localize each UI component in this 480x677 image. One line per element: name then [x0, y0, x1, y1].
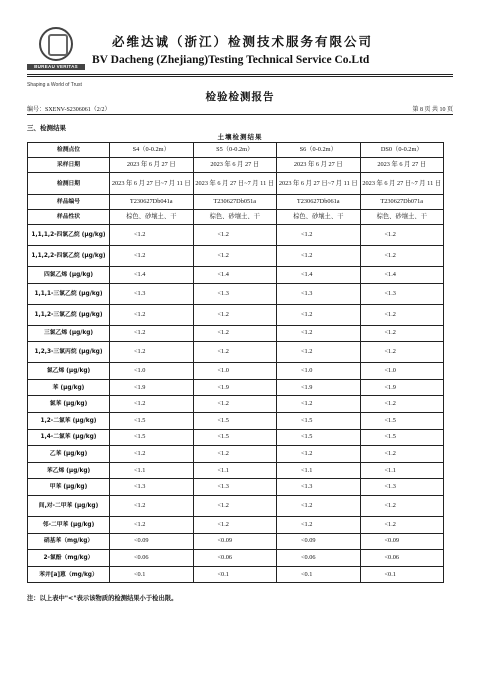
- result-cell: <1.2: [193, 246, 277, 267]
- analyte-label: 1,2,3-三氯丙烷 (μg/kg): [28, 342, 110, 363]
- result-cell: <1.0: [110, 363, 194, 380]
- result-cell: <1.3: [193, 283, 277, 304]
- table-row: [28, 225, 444, 246]
- result-cell: <1.2: [193, 342, 277, 363]
- result-cell: <1.2: [277, 304, 361, 325]
- result-cell: <0.09: [277, 533, 361, 550]
- analyte-label: 2-氯酚（mg/kg）: [28, 550, 110, 567]
- result-cell: <0.09: [193, 533, 277, 550]
- analyte-label: 氯苯 (μg/kg): [28, 396, 110, 413]
- table-row: [28, 267, 444, 284]
- analyte-label: 1,1,1,2-四氯乙烷 (μg/kg): [28, 225, 110, 246]
- result-cell: <1.4: [193, 267, 277, 284]
- header-divider: [27, 74, 453, 75]
- analyte-label: 1,2-二氯苯 (μg/kg): [28, 412, 110, 429]
- header-cell: S5（0-0.2m）: [193, 143, 277, 158]
- header-row: [28, 210, 444, 225]
- result-cell: <0.06: [277, 550, 361, 567]
- result-cell: <1.2: [110, 325, 194, 342]
- logo-band: BUREAU VERITAS: [27, 64, 85, 70]
- table-row: [28, 495, 444, 516]
- header-cell: T230627Db061a: [277, 195, 361, 210]
- result-cell: <1.2: [360, 495, 444, 516]
- result-cell: <1.3: [110, 479, 194, 496]
- result-cell: <1.5: [360, 429, 444, 446]
- result-cell: <1.2: [110, 495, 194, 516]
- result-cell: <1.2: [360, 396, 444, 413]
- result-cell: <1.2: [277, 246, 361, 267]
- result-cell: <0.1: [360, 566, 444, 583]
- result-cell: <1.3: [110, 283, 194, 304]
- report-number: 编号：SXENV-S2306061（2/2）: [27, 107, 111, 113]
- footnote: 注：以上表中"<"表示该物质的检测结果小于检出限。: [27, 595, 178, 602]
- result-cell: <1.5: [193, 429, 277, 446]
- header-cell: 2023 年 6 月 27 日: [193, 158, 277, 173]
- table-row: [28, 363, 444, 380]
- header-row: [28, 143, 444, 158]
- result-cell: <1.2: [110, 304, 194, 325]
- page-number: 第 8 页 共 10 页: [412, 107, 453, 113]
- result-cell: <1.1: [360, 462, 444, 479]
- table-row: [28, 304, 444, 325]
- table-row: [28, 566, 444, 583]
- analyte-label: 1,1,2,2-四氯乙烷 (μg/kg): [28, 246, 110, 267]
- header-cell: T230627Db041a: [110, 195, 194, 210]
- result-cell: <1.3: [277, 283, 361, 304]
- bureau-veritas-logo: [27, 27, 85, 70]
- analyte-label: 乙苯 (μg/kg): [28, 446, 110, 463]
- logo-tagline: Shaping a World of Trust: [27, 82, 82, 88]
- result-cell: <1.9: [277, 379, 361, 396]
- result-cell: <1.2: [360, 246, 444, 267]
- company-name-cn: 必维达诚（浙江）检测技术服务有限公司: [112, 34, 374, 49]
- title-divider: [27, 114, 453, 115]
- header-divider-thin: [27, 76, 453, 77]
- header-cell: 2023 年 6 月 27 日: [360, 158, 444, 173]
- analyte-label: 苯 (μg/kg): [28, 379, 110, 396]
- header-row: [28, 158, 444, 173]
- result-cell: <1.2: [360, 516, 444, 533]
- table-row: [28, 325, 444, 342]
- result-cell: <1.5: [193, 412, 277, 429]
- header-cell: S6（0-0.2m）: [277, 143, 361, 158]
- table-row: [28, 342, 444, 363]
- header-cell: DS0（0-0.2m）: [360, 143, 444, 158]
- result-cell: <0.1: [277, 566, 361, 583]
- table-row: [28, 429, 444, 446]
- analyte-label: 间,对-二甲苯 (μg/kg): [28, 495, 110, 516]
- table-row: [28, 246, 444, 267]
- result-cell: <0.06: [193, 550, 277, 567]
- analyte-label: 苯并[a]蒽（mg/kg）: [28, 566, 110, 583]
- header-cell: 2023 年 6 月 27 日: [110, 158, 194, 173]
- analyte-label: 三氯乙烯 (μg/kg): [28, 325, 110, 342]
- result-cell: <1.2: [110, 342, 194, 363]
- result-cell: <1.2: [193, 495, 277, 516]
- result-cell: <0.1: [110, 566, 194, 583]
- result-cell: <0.09: [110, 533, 194, 550]
- result-cell: <1.2: [277, 446, 361, 463]
- company-name-en: BV Dacheng (Zhejiang)Testing Technical Service Co.Ltd: [92, 54, 370, 66]
- result-cell: <1.2: [277, 396, 361, 413]
- result-cell: <0.1: [193, 566, 277, 583]
- header-cell: 2023 年 6 月 27 日~7 月 11 日: [110, 173, 194, 195]
- header-cell: S4（0-0.2m）: [110, 143, 194, 158]
- result-cell: <0.06: [360, 550, 444, 567]
- result-cell: <1.0: [277, 363, 361, 380]
- result-cell: <1.2: [360, 225, 444, 246]
- result-cell: <1.3: [360, 283, 444, 304]
- header-cell: 棕色、砂壤土、干: [360, 210, 444, 225]
- result-cell: <1.5: [360, 412, 444, 429]
- analyte-label: 1,1,2-三氯乙烷 (μg/kg): [28, 304, 110, 325]
- result-cell: <1.2: [193, 304, 277, 325]
- result-cell: <1.9: [110, 379, 194, 396]
- header-cell: 2023 年 6 月 27 日: [277, 158, 361, 173]
- result-cell: <1.2: [277, 342, 361, 363]
- row-label: 采样日期: [28, 158, 110, 173]
- result-cell: <1.0: [360, 363, 444, 380]
- row-label: 检测点位: [28, 143, 110, 158]
- result-cell: <1.5: [277, 412, 361, 429]
- analyte-label: 1,1,1-三氯乙烷 (μg/kg): [28, 283, 110, 304]
- table-row: [28, 479, 444, 496]
- result-cell: <1.5: [110, 412, 194, 429]
- header-row: [28, 173, 444, 195]
- analyte-label: 甲苯 (μg/kg): [28, 479, 110, 496]
- result-cell: <1.9: [193, 379, 277, 396]
- header-cell: 棕色、砂壤土、干: [110, 210, 194, 225]
- result-cell: <1.2: [193, 225, 277, 246]
- header-cell: T230627Db051a: [193, 195, 277, 210]
- result-cell: <1.2: [193, 516, 277, 533]
- table-row: [28, 412, 444, 429]
- table-row: [28, 379, 444, 396]
- analyte-label: 氯乙烯 (μg/kg): [28, 363, 110, 380]
- row-label: 检测日期: [28, 173, 110, 195]
- header-row: [28, 195, 444, 210]
- result-cell: <1.0: [193, 363, 277, 380]
- analyte-label: 四氯乙烯 (μg/kg): [28, 267, 110, 284]
- table-row: [28, 396, 444, 413]
- result-cell: <1.1: [277, 462, 361, 479]
- report-title: 检验检测报告: [205, 91, 275, 103]
- table-row: [28, 446, 444, 463]
- header-cell: T230627Db071a: [360, 195, 444, 210]
- result-cell: <1.5: [110, 429, 194, 446]
- result-cell: <0.06: [110, 550, 194, 567]
- section-heading: 三、检测结果: [27, 124, 66, 132]
- header-cell: 2023 年 6 月 27 日~7 月 11 日: [277, 173, 361, 195]
- result-cell: <1.2: [277, 225, 361, 246]
- result-cell: <1.4: [360, 267, 444, 284]
- result-cell: <1.4: [277, 267, 361, 284]
- result-cell: <1.1: [110, 462, 194, 479]
- row-label: 样品性状: [28, 210, 110, 225]
- table-row: [28, 462, 444, 479]
- result-cell: <1.2: [277, 495, 361, 516]
- analyte-label: 苯乙烯 (μg/kg): [28, 462, 110, 479]
- result-cell: <1.2: [360, 446, 444, 463]
- logo-emblem-icon: [39, 27, 73, 61]
- result-cell: <1.2: [110, 446, 194, 463]
- result-cell: <1.2: [193, 325, 277, 342]
- table-row: [28, 516, 444, 533]
- analyte-label: 邻-二甲苯 (μg/kg): [28, 516, 110, 533]
- result-cell: <1.5: [277, 429, 361, 446]
- result-cell: <1.2: [360, 304, 444, 325]
- analyte-label: 硝基苯（mg/kg）: [28, 533, 110, 550]
- row-label: 样品编号: [28, 195, 110, 210]
- result-cell: <1.2: [193, 396, 277, 413]
- result-cell: <1.2: [110, 225, 194, 246]
- result-cell: <1.3: [360, 479, 444, 496]
- result-cell: <1.1: [193, 462, 277, 479]
- table-row: [28, 550, 444, 567]
- analyte-label: 1,4-二氯苯 (μg/kg): [28, 429, 110, 446]
- result-cell: <1.2: [360, 325, 444, 342]
- result-cell: <1.4: [110, 267, 194, 284]
- header-cell: 2023 年 6 月 27 日~7 月 11 日: [360, 173, 444, 195]
- header-cell: 2023 年 6 月 27 日~7 月 11 日: [193, 173, 277, 195]
- result-cell: <1.9: [360, 379, 444, 396]
- result-cell: <1.3: [193, 479, 277, 496]
- header-cell: 棕色、砂壤土、干: [193, 210, 277, 225]
- header-cell: 棕色、砂壤土、干: [277, 210, 361, 225]
- results-table: [27, 142, 444, 583]
- result-cell: <0.09: [360, 533, 444, 550]
- result-cell: <1.2: [110, 396, 194, 413]
- result-cell: <1.2: [110, 246, 194, 267]
- result-cell: <1.2: [277, 516, 361, 533]
- result-cell: <1.2: [277, 325, 361, 342]
- result-cell: <1.3: [277, 479, 361, 496]
- result-cell: <1.2: [110, 516, 194, 533]
- result-cell: <1.2: [193, 446, 277, 463]
- table-row: [28, 533, 444, 550]
- table-row: [28, 283, 444, 304]
- table-title: 土壤检测结果: [217, 133, 263, 141]
- result-cell: <1.2: [360, 342, 444, 363]
